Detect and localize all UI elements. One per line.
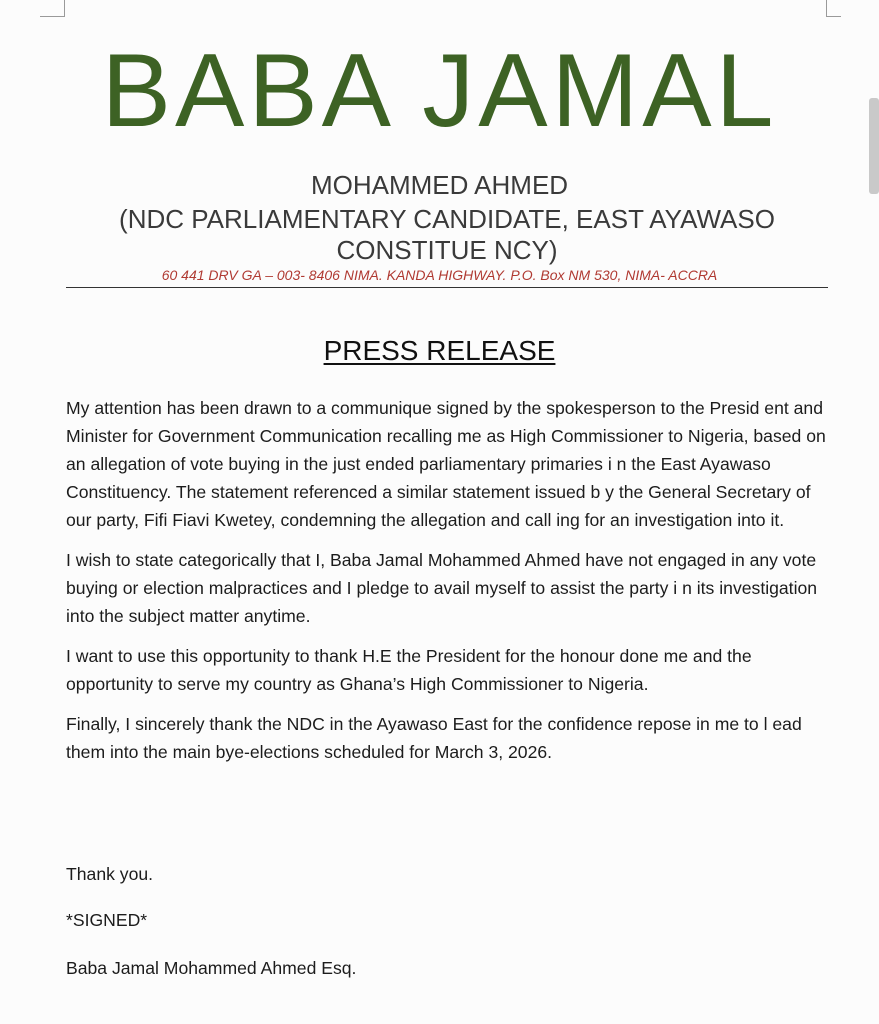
letterhead-brand: BABA JAMAL [101,33,778,149]
press-release-heading [0,334,879,368]
letterhead-divider [66,287,828,288]
letterhead-name: MOHAMMED AHMED [310,170,569,200]
release-body [66,394,834,778]
paragraph-3: I want to use this opportunity to thank H.E the President for the honour done me and the opportunity to serve my country as Ghana’s High Commissioner to Nigeria. [66,646,752,694]
crop-mark-top-left [40,0,65,17]
signatory-name: Baba Jamal Mohammed Ahmed Esq. [66,958,357,978]
signed-line: *SIGNED* [66,910,148,930]
letterhead-address: 60 441 DRV GA – 003- 8406 NIMA. KANDA HIGHWAY. P.O. Box NM 530, NIMA- ACCRA [161,267,718,283]
closing-thanks: Thank you. [66,864,154,884]
paragraph-1: My attention has been drawn to a communique signed by the spokesperson to the Presid ent and Minister for Government Communication recalling me as High Commissioner to Nigeria, based on an allegation of vote buying in the just ended parliamentary primaries i n the East Ayawaso Constituency. The statement referenced a similar statement issued b y the General Secretary of our party, Fifi Fiavi Kwetey, condemning the allegation and call ing for an investigation into it. [66,398,826,530]
letterhead-role: (NDC PARLIAMENTARY CANDIDATE, EAST AYAWASO CONSTITUE NCY) [119,204,775,265]
crop-mark-top-right [826,0,841,17]
paragraph-2: I wish to state categorically that I, Baba Jamal Mohammed Ahmed have not engaged in any vote buying or election malpractices and I pledge to avail myself to assist the party i n its investigation into the subject matter anytime. [66,550,818,626]
paragraph-4: Finally, I sincerely thank the NDC in the Ayawaso East for the confidence repose in me to l ead them into the main bye-elections scheduled for March 3, 2026. [66,714,802,762]
heading-text: PRESS RELEASE [323,335,556,366]
